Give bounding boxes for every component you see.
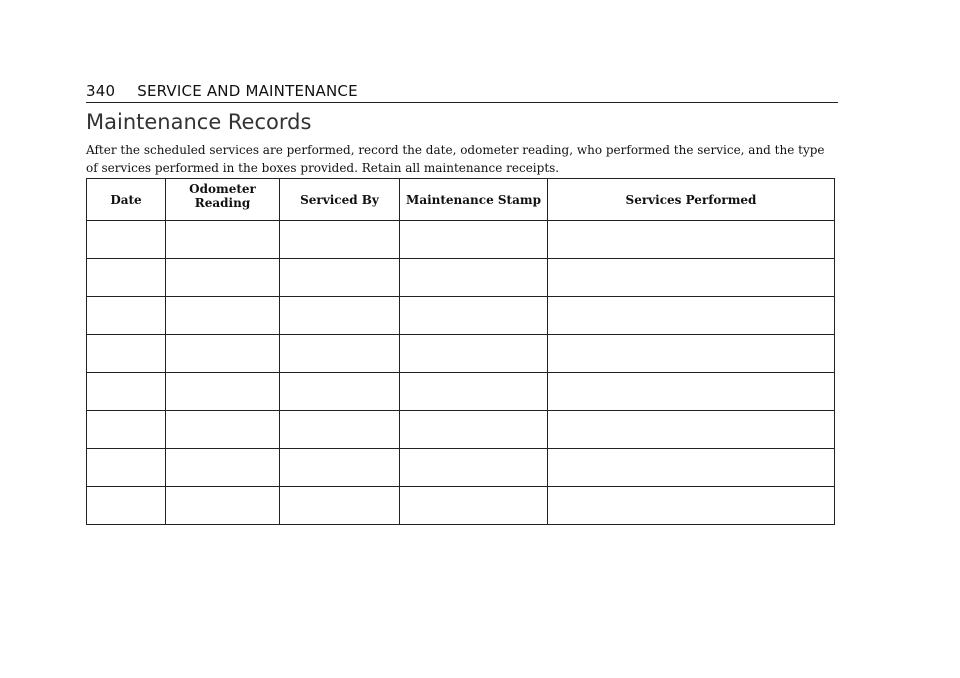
cell-serviced-by bbox=[280, 487, 400, 525]
cell-date bbox=[87, 259, 166, 297]
cell-maintenance-stamp bbox=[400, 335, 548, 373]
cell-date bbox=[87, 221, 166, 259]
cell-date bbox=[87, 487, 166, 525]
table-header-row bbox=[87, 179, 835, 221]
cell-services-performed bbox=[548, 335, 835, 373]
cell-odometer bbox=[166, 221, 280, 259]
maintenance-records-table bbox=[86, 178, 835, 525]
cell-odometer bbox=[166, 449, 280, 487]
table-row bbox=[87, 373, 835, 411]
cell-serviced-by bbox=[280, 221, 400, 259]
table-row bbox=[87, 411, 835, 449]
cell-maintenance-stamp bbox=[400, 373, 548, 411]
table-body bbox=[87, 221, 835, 525]
cell-services-performed bbox=[548, 487, 835, 525]
cell-odometer bbox=[166, 259, 280, 297]
cell-serviced-by bbox=[280, 297, 400, 335]
cell-odometer bbox=[166, 411, 280, 449]
cell-date bbox=[87, 297, 166, 335]
cell-maintenance-stamp bbox=[400, 449, 548, 487]
column-header-odometer: Odometer Reading bbox=[166, 179, 280, 221]
cell-maintenance-stamp bbox=[400, 297, 548, 335]
cell-odometer bbox=[166, 373, 280, 411]
table-row bbox=[87, 335, 835, 373]
cell-maintenance-stamp bbox=[400, 411, 548, 449]
cell-services-performed bbox=[548, 373, 835, 411]
table-row bbox=[87, 449, 835, 487]
cell-odometer bbox=[166, 487, 280, 525]
cell-serviced-by bbox=[280, 411, 400, 449]
cell-date bbox=[87, 411, 166, 449]
table-row bbox=[87, 221, 835, 259]
cell-serviced-by bbox=[280, 373, 400, 411]
table-row bbox=[87, 259, 835, 297]
cell-maintenance-stamp bbox=[400, 221, 548, 259]
column-header-maintenance-stamp: Maintenance Stamp bbox=[400, 179, 548, 221]
cell-odometer bbox=[166, 297, 280, 335]
section-title: SERVICE AND MAINTENANCE bbox=[137, 82, 358, 100]
page-title: Maintenance Records bbox=[86, 110, 312, 134]
table-row bbox=[87, 487, 835, 525]
column-header-services-performed: Services Performed bbox=[548, 179, 835, 221]
cell-services-performed bbox=[548, 259, 835, 297]
cell-maintenance-stamp bbox=[400, 259, 548, 297]
cell-serviced-by bbox=[280, 335, 400, 373]
page-number: 340 bbox=[86, 82, 116, 100]
cell-date bbox=[87, 335, 166, 373]
cell-serviced-by bbox=[280, 449, 400, 487]
cell-maintenance-stamp bbox=[400, 487, 548, 525]
cell-services-performed bbox=[548, 449, 835, 487]
cell-serviced-by bbox=[280, 259, 400, 297]
cell-odometer bbox=[166, 335, 280, 373]
column-header-serviced-by: Serviced By bbox=[280, 179, 400, 221]
page-header bbox=[86, 82, 838, 103]
cell-date bbox=[87, 373, 166, 411]
cell-date bbox=[87, 449, 166, 487]
table-row bbox=[87, 297, 835, 335]
intro-paragraph: After the scheduled services are performed, record the date, odometer reading, who performed the service, and the type of services performed in the boxes provided. Retain all maintenance receipts. bbox=[86, 143, 825, 175]
column-header-date: Date bbox=[87, 179, 166, 221]
cell-services-performed bbox=[548, 297, 835, 335]
cell-services-performed bbox=[548, 221, 835, 259]
cell-services-performed bbox=[548, 411, 835, 449]
